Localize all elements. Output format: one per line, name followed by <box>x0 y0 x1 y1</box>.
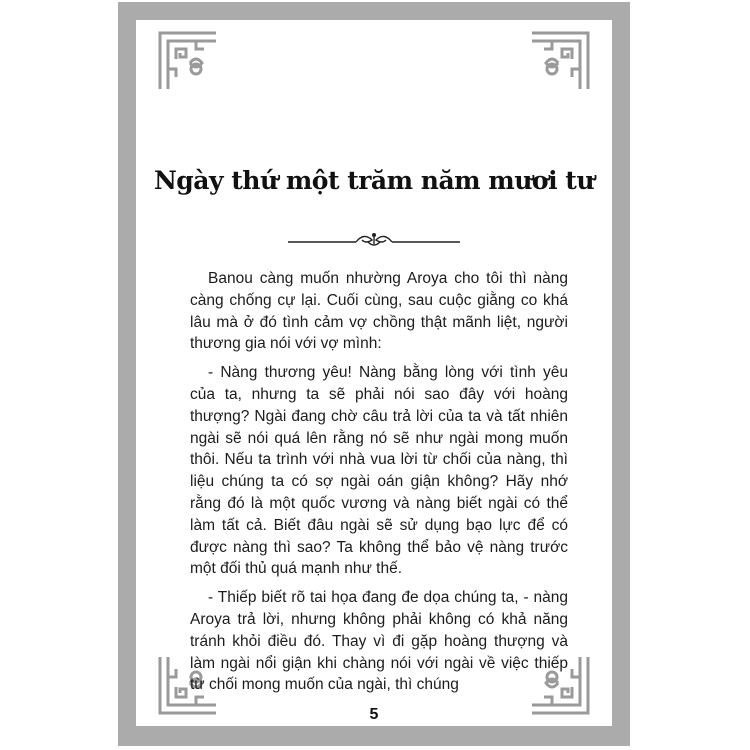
paragraph: - Thiếp biết rõ tai họa đang đe dọa chúng ta, - nàng Aroya trả lời, nhưng không phải không có khả năng tránh khỏi điều đó. Thay vì đi gặp hoàng thượng và làm ngài nổi giận khi chàng nói với ngài về việc thiếp từ chối mong muốn của ngài, thì chúng <box>190 589 568 694</box>
page-number: 5 <box>369 706 379 723</box>
paragraph: - Nàng thương yêu! Nàng bằng lòng với tình yêu của ta, nhưng ta sẽ phải nói sao đây với hoàng thượng? Ngài đang chờ câu trả lời của ta và tất nhiên ngài sẽ nói quá lên rằng nó sẽ như ngài mong muốn thôi. Nếu ta trình với nhà vua lời từ chối của nàng, thì liệu chúng ta có sợ ngài oán giận không? Hãy nhớ rằng đó là một quốc vương và nàng biết ngài có thể làm tất cả. Biết đâu ngài sẽ sử dụng bạo lực để có được nàng thì sao? Ta không thể bảo vệ nàng trước một đối thủ quá mạnh như thế. <box>190 364 568 578</box>
chapter-body <box>190 268 568 703</box>
corner-ornament-icon <box>156 29 220 93</box>
book-page <box>136 20 612 726</box>
corner-ornament-icon <box>528 29 592 93</box>
paragraph: Banou càng muốn nhường Aroya cho tôi thì nàng càng chống cự lại. Cuối cùng, sau cuộc giằng co khá lâu mà ở đó tình cảm vợ chồng thật mãnh liệt, người thương gia nói với vợ mình: <box>190 270 568 353</box>
flourish-divider-icon <box>286 230 462 250</box>
chapter-title: Ngày thứ một trăm năm mươi tư <box>153 166 595 195</box>
